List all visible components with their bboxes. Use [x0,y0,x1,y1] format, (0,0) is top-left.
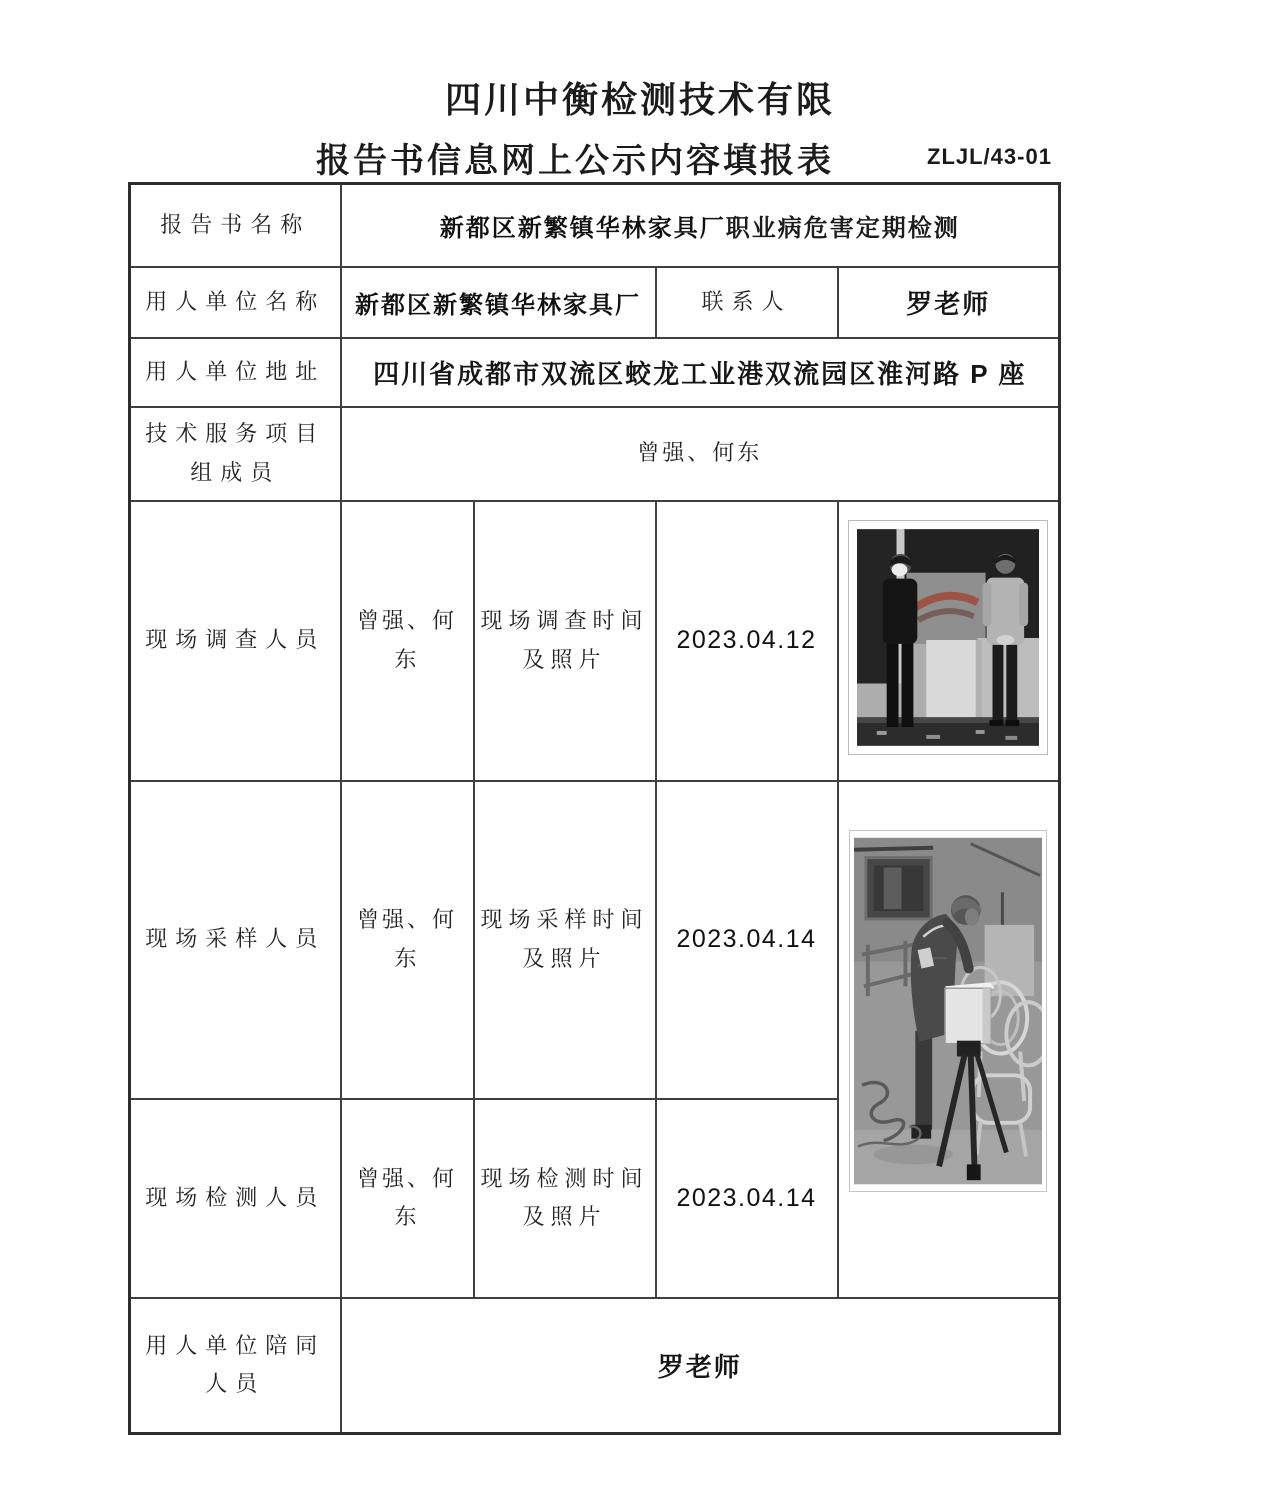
table-row [130,184,1060,267]
report-name-value-rest: 职业病危害定期检测 [725,215,960,242]
survey-date: 2023.04.12 [676,626,817,654]
company-title: 四川中衡检测技术有限 [444,79,835,120]
employer-address-label-cell [130,338,341,407]
sampling-time-label: 现场采样时间及照片 [480,907,649,971]
detection-time-label-cell [474,1099,656,1298]
survey-persons: 曾强、何东 [356,608,457,672]
survey-time-label-cell [474,501,656,781]
detection-persons-cell [341,1099,474,1298]
employer-name-label-cell [130,267,341,338]
contact-label-cell [656,267,838,338]
table-row [130,267,1060,338]
report-name-label: 报告书名称 [160,212,311,237]
employer-name-value-cell [341,267,656,338]
sampling-date: 2023.04.14 [676,925,817,953]
sampling-date-cell [656,781,838,1099]
report-name-value-cell [341,184,1060,267]
report-name-label-cell [130,184,341,267]
table-row [130,338,1060,407]
accompany-value: 罗老师 [657,1351,742,1382]
report-name-value-bold: 新都区新繁镇华林家具厂 [439,214,726,242]
detection-label: 现场检测人员 [145,1184,326,1210]
team-label-cell [130,407,341,501]
employer-address-label: 用人单位地址 [145,358,326,384]
contact-label: 联系人 [701,288,792,314]
detection-date: 2023.04.14 [676,1183,817,1212]
form-code: ZLJL/43-01 [927,144,1052,169]
employer-address-value-cell [341,338,1060,407]
employer-address-value: 四川省成都市双流区蛟龙工业港双流园区淮河路 P 座 [373,358,1027,389]
employer-name-value: 新都区新繁镇华林家具厂 [355,291,641,319]
contact-value-cell [838,267,1060,338]
sampling-persons-cell [341,781,474,1099]
survey-time-label: 现场调查时间及照片 [480,608,649,672]
survey-date-cell [656,501,838,781]
detection-label-cell [130,1099,341,1298]
sampling-persons: 曾强、何东 [356,907,457,971]
team-value: 曾强、何东 [637,440,763,466]
detection-persons: 曾强、何东 [356,1165,457,1229]
table-row [130,501,1060,781]
team-value-cell [341,407,1060,501]
accompany-label: 用人单位陪同人员 [145,1332,326,1397]
sampling-photo-cell [838,781,1060,1298]
accompany-value-cell [341,1298,1060,1434]
detection-date-cell [656,1099,838,1298]
report-info-table [128,182,1061,1435]
detection-time-label: 现场检测时间及照片 [480,1165,649,1229]
form-title: 报告书信息网上公示内容填报表 [316,142,834,180]
survey-label: 现场调查人员 [145,627,326,653]
team-label: 技术服务项目组成员 [145,421,326,485]
sampling-time-label-cell [474,781,656,1099]
survey-persons-cell [341,501,474,781]
sampling-label: 现场采样人员 [145,926,326,952]
sampling-label-cell [130,781,341,1099]
employer-name-label: 用人单位名称 [145,288,326,314]
contact-value: 罗老师 [906,288,991,319]
table-row [130,407,1060,501]
accompany-label-cell [130,1298,341,1434]
survey-photo-cell [838,501,1060,781]
sampling-photo [849,830,1047,1192]
survey-label-cell [130,501,341,781]
table-row [130,1298,1060,1434]
survey-photo [848,520,1048,755]
table-row [130,781,1060,1099]
